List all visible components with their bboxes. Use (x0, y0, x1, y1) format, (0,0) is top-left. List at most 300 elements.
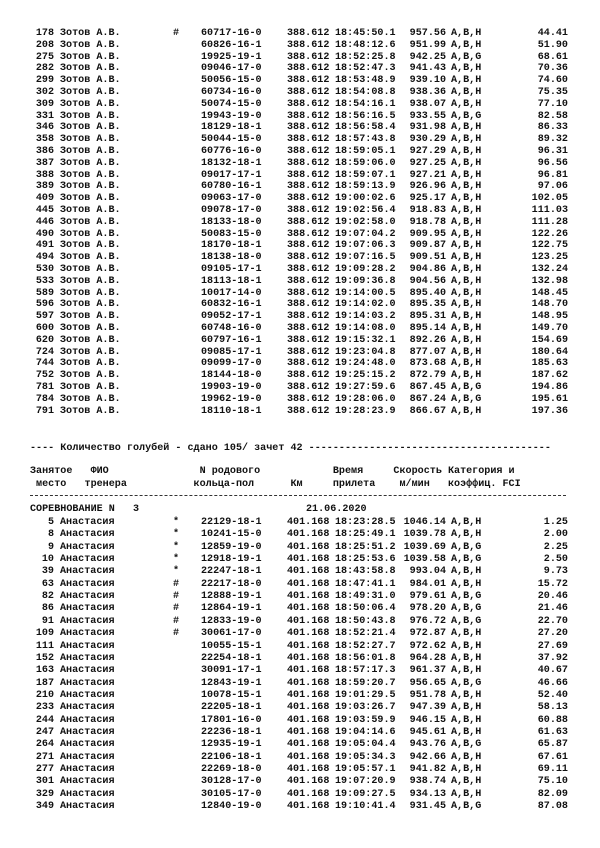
p1-category: A,B,H (451, 75, 482, 87)
p2-category: A,B,H (451, 776, 482, 788)
p1-time: 18:53:48.9 (335, 75, 396, 87)
p1-ring: 50044-15-0 (201, 134, 262, 146)
p1-category: A,B,H (451, 405, 482, 417)
p2-ring: 22269-18-0 (201, 764, 262, 775)
p1-ring: 18132-18-1 (201, 157, 262, 169)
p1-category: A,B,H (451, 358, 482, 370)
p1-category: A,B,H (451, 216, 482, 228)
p2-place: 244 (35, 714, 54, 726)
p1-place: 282 (35, 63, 54, 75)
p1-coef: 70.36 (537, 63, 568, 75)
p1-coef: 187.62 (531, 370, 568, 382)
p2-ring: 10241-15-0 (201, 529, 262, 541)
p2-time: 18:50:43.8 (335, 615, 396, 627)
p2-ring: 22236-18-1 (201, 726, 262, 738)
p1-row (0, 406, 600, 417)
p2-time: 18:47:41.1 (335, 578, 396, 590)
p1-category: A,B,H (451, 157, 482, 169)
p1-ring: 18129-18-1 (201, 122, 262, 134)
p1-category: A,B,H (451, 264, 482, 275)
p1-ring: 60776-16-0 (201, 146, 262, 157)
p2-trainer: Анастасия (60, 689, 115, 701)
p2-time: 18:25:49.1 (335, 529, 396, 541)
p2-place: 247 (35, 726, 54, 738)
p1-row (0, 229, 600, 240)
p2-row (0, 529, 600, 540)
p1-ring: 19962-19-0 (201, 393, 262, 405)
p2-km: 401.168 (287, 689, 330, 701)
p1-row (0, 52, 600, 63)
p2-trainer: Анастасия (60, 714, 115, 726)
p2-row (0, 517, 600, 528)
p2-speed: 943.76 (409, 739, 446, 751)
p1-coef: 68.61 (537, 51, 568, 63)
p2-place: 163 (35, 665, 54, 677)
p1-trainer: Зотов А.В. (60, 287, 121, 299)
p2-time: 19:05:04.4 (335, 739, 396, 751)
p1-time: 19:09:28.2 (335, 264, 396, 275)
p2-row (0, 739, 600, 750)
p1-time: 18:57:43.8 (335, 134, 396, 146)
p2-time: 18:49:31.0 (335, 591, 396, 603)
p1-km: 388.612 (287, 358, 330, 370)
p1-ring: 60797-16-1 (201, 334, 262, 346)
p1-coef: 97.06 (537, 181, 568, 193)
p2-category: A,B,G (451, 677, 482, 689)
p1-row (0, 170, 600, 181)
p2-place: 39 (41, 566, 54, 578)
p1-trainer: Зотов А.В. (60, 134, 121, 146)
p2-mark: * (173, 541, 180, 553)
p2-speed: 984.01 (409, 578, 446, 590)
p2-ring: 12864-19-1 (201, 603, 262, 615)
p1-category: A,B,H (451, 98, 482, 110)
p1-row (0, 240, 600, 251)
p2-time: 19:10:41.4 (335, 801, 396, 813)
p1-coef: 44.41 (537, 28, 568, 39)
p1-ring: 18110-18-1 (201, 405, 262, 417)
p1-place: 596 (35, 299, 54, 311)
p2-category: A,B,G (451, 801, 482, 813)
column-header-line1 (0, 466, 600, 477)
p2-row (0, 715, 600, 726)
p2-km: 401.168 (287, 529, 330, 541)
p2-speed: 934.13 (409, 788, 446, 800)
p2-km: 401.168 (287, 554, 330, 566)
p1-speed: 904.56 (409, 275, 446, 287)
p2-km: 401.168 (287, 739, 330, 751)
p2-time: 19:01:29.5 (335, 689, 396, 701)
p1-km: 388.612 (287, 216, 330, 228)
p1-time: 19:07:16.5 (335, 252, 396, 264)
p2-place: 82 (41, 591, 54, 603)
p2-ring: 30091-17-1 (201, 665, 262, 677)
p1-row (0, 299, 600, 310)
p2-row (0, 752, 600, 763)
p2-coef: 61.63 (537, 726, 568, 738)
p1-speed: 892.26 (409, 334, 446, 346)
p2-place: 9 (47, 541, 54, 553)
p2-km: 401.168 (287, 665, 330, 677)
p2-coef: 21.46 (537, 603, 568, 615)
p2-place: 271 (35, 751, 54, 763)
p1-trainer: Зотов А.В. (60, 122, 121, 134)
p1-time: 19:14:03.2 (335, 311, 396, 323)
p1-ring: 09046-17-0 (201, 63, 262, 75)
p2-category: A,B,H (451, 714, 482, 726)
p1-category: A,B,H (451, 346, 482, 358)
p2-coef: 65.87 (537, 739, 568, 751)
p2-time: 19:05:34.3 (335, 751, 396, 763)
p1-trainer: Зотов А.В. (60, 275, 121, 287)
p1-km: 388.612 (287, 240, 330, 252)
p2-km: 401.168 (287, 517, 330, 528)
p1-category: A,B,H (451, 146, 482, 157)
p1-speed: 895.40 (409, 287, 446, 299)
p2-trainer: Анастасия (60, 517, 115, 528)
p2-category: A,B,H (451, 702, 482, 714)
p1-trainer: Зотов А.В. (60, 346, 121, 358)
p1-row (0, 358, 600, 369)
p1-place: 491 (35, 240, 54, 252)
p1-category: A,B,H (451, 87, 482, 98)
p1-row (0, 347, 600, 358)
p2-time: 18:43:58.8 (335, 566, 396, 578)
p2-category: A,B,G (451, 739, 482, 751)
p2-place: 210 (35, 689, 54, 701)
p2-speed: 956.65 (409, 677, 446, 689)
p1-row (0, 28, 600, 39)
p1-trainer: Зотов А.В. (60, 370, 121, 382)
p2-ring: 22129-18-1 (201, 517, 262, 528)
p1-speed: 927.29 (409, 146, 446, 157)
p2-km: 401.168 (287, 776, 330, 788)
p2-speed: 1039.58 (403, 554, 446, 566)
p1-trainer: Зотов А.В. (60, 393, 121, 405)
p1-trainer: Зотов А.В. (60, 240, 121, 252)
p1-ring: 60734-16-0 (201, 87, 262, 98)
p1-coef: 89.32 (537, 134, 568, 146)
p1-place: 781 (35, 382, 54, 393)
p1-km: 388.612 (287, 75, 330, 87)
p1-ring: 09017-17-1 (201, 169, 262, 181)
p2-trainer: Анастасия (60, 739, 115, 751)
p2-mark: # (173, 615, 180, 627)
p2-place: 86 (41, 603, 54, 615)
p2-speed: 951.78 (409, 689, 446, 701)
p2-category: A,B,H (451, 788, 482, 800)
p1-time: 19:07:04.2 (335, 228, 396, 240)
p2-speed: 942.66 (409, 751, 446, 763)
p1-ring: 18138-18-0 (201, 252, 262, 264)
p1-speed: 867.45 (409, 382, 446, 393)
p1-time: 18:48:12.6 (335, 39, 396, 51)
p2-ring: 22254-18-1 (201, 652, 262, 664)
p1-place: 386 (35, 146, 54, 157)
p2-coef: 69.11 (537, 764, 568, 775)
p1-category: A,B,H (451, 323, 482, 334)
p2-trainer: Анастасия (60, 788, 115, 800)
p1-ring: 19903-19-0 (201, 382, 262, 393)
p2-category: A,B,G (451, 603, 482, 615)
p2-speed: 941.82 (409, 764, 446, 775)
p1-km: 388.612 (287, 311, 330, 323)
p1-speed: 939.10 (409, 75, 446, 87)
p2-place: 111 (35, 640, 54, 652)
p2-km: 401.168 (287, 603, 330, 615)
p1-row (0, 335, 600, 346)
p2-time: 19:05:57.1 (335, 764, 396, 775)
p2-time: 19:03:59.9 (335, 714, 396, 726)
p1-ring: 09052-17-1 (201, 311, 262, 323)
p1-time: 18:59:13.9 (335, 181, 396, 193)
p1-km: 388.612 (287, 205, 330, 216)
p1-row (0, 40, 600, 51)
p1-mark: # (173, 28, 180, 39)
p1-trainer: Зотов А.В. (60, 28, 121, 39)
p2-coef: 46.66 (537, 677, 568, 689)
p2-place: 277 (35, 764, 54, 775)
p1-category: A,B,H (451, 228, 482, 240)
p2-mark: * (173, 554, 180, 566)
p2-time: 18:25:51.2 (335, 541, 396, 553)
p1-ring: 60826-16-1 (201, 39, 262, 51)
p2-place: 10 (41, 554, 54, 566)
p1-category: A,B,H (451, 28, 482, 39)
p1-ring: 09085-17-1 (201, 346, 262, 358)
p1-km: 388.612 (287, 193, 330, 205)
p2-category: A,B,H (451, 529, 482, 541)
p2-trainer: Анастасия (60, 665, 115, 677)
p1-coef: 86.33 (537, 122, 568, 134)
p1-coef: 154.69 (531, 334, 568, 346)
p1-place: 275 (35, 51, 54, 63)
p2-ring: 12840-19-0 (201, 801, 262, 813)
p1-category: A,B,G (451, 393, 482, 405)
p1-place: 302 (35, 87, 54, 98)
p1-trainer: Зотов А.В. (60, 311, 121, 323)
p1-km: 388.612 (287, 334, 330, 346)
competition-date: 21.06.2020 (306, 504, 367, 515)
p1-time: 18:59:07.1 (335, 169, 396, 181)
competition-label: СОРЕВНОВАНИЕ N 3 (30, 504, 140, 515)
p1-km: 388.612 (287, 346, 330, 358)
p1-place: 389 (35, 181, 54, 193)
p1-category: A,B,H (451, 240, 482, 252)
p1-speed: 938.07 (409, 98, 446, 110)
p2-category: A,B,H (451, 578, 482, 590)
p1-trainer: Зотов А.В. (60, 334, 121, 346)
p1-trainer: Зотов А.В. (60, 75, 121, 87)
header-line2-text: место тренера кольца-пол Км прилета м/мин коэффиц. FCI (30, 479, 521, 490)
p1-speed: 867.24 (409, 393, 446, 405)
p2-ring: 30105-17-0 (201, 788, 262, 800)
p1-coef: 132.98 (531, 275, 568, 287)
p1-row (0, 87, 600, 98)
p1-time: 18:52:47.3 (335, 63, 396, 75)
p1-km: 388.612 (287, 87, 330, 98)
p1-trainer: Зотов А.В. (60, 358, 121, 370)
p1-ring: 10017-14-0 (201, 287, 262, 299)
p2-category: A,B,H (451, 751, 482, 763)
p1-row (0, 205, 600, 216)
p1-place: 752 (35, 370, 54, 382)
p1-place: 530 (35, 264, 54, 275)
p1-row (0, 193, 600, 204)
p2-trainer: Анастасия (60, 615, 115, 627)
p1-speed: 909.87 (409, 240, 446, 252)
p1-time: 19:24:48.0 (335, 358, 396, 370)
p2-row (0, 554, 600, 565)
p2-km: 401.168 (287, 541, 330, 553)
p1-coef: 102.05 (531, 193, 568, 205)
p1-place: 388 (35, 169, 54, 181)
p2-category: A,B,G (451, 541, 482, 553)
p2-row (0, 776, 600, 787)
p1-ring: 60780-16-1 (201, 181, 262, 193)
p1-row (0, 158, 600, 169)
p2-category: A,B,H (451, 640, 482, 652)
header-line1-text: Занятое ФИО N родового Время Скорость Категория и (30, 466, 515, 477)
p1-coef: 148.95 (531, 311, 568, 323)
p1-time: 19:25:15.2 (335, 370, 396, 382)
p1-trainer: Зотов А.В. (60, 228, 121, 240)
p1-speed: 926.96 (409, 181, 446, 193)
p2-speed: 978.20 (409, 603, 446, 615)
p2-trainer: Анастасия (60, 652, 115, 664)
p1-speed: 895.35 (409, 299, 446, 311)
p1-place: 387 (35, 157, 54, 169)
p1-time: 18:56:16.5 (335, 110, 396, 122)
p2-row (0, 616, 600, 627)
p1-time: 18:45:50.1 (335, 28, 396, 39)
p1-speed: 927.21 (409, 169, 446, 181)
p1-coef: 75.35 (537, 87, 568, 98)
p1-km: 388.612 (287, 252, 330, 264)
p1-km: 388.612 (287, 39, 330, 51)
p2-trainer: Анастасия (60, 751, 115, 763)
p2-trainer: Анастасия (60, 628, 115, 640)
p1-place: 597 (35, 311, 54, 323)
p1-coef: 96.56 (537, 157, 568, 169)
p1-coef: 197.36 (531, 405, 568, 417)
p1-speed: 933.55 (409, 110, 446, 122)
p1-ring: 18113-18-1 (201, 275, 262, 287)
p2-row (0, 764, 600, 775)
p1-trainer: Зотов А.В. (60, 299, 121, 311)
p2-coef: 2.00 (543, 529, 568, 541)
p1-row (0, 181, 600, 192)
p2-ring: 22205-18-1 (201, 702, 262, 714)
p1-km: 388.612 (287, 122, 330, 134)
p1-coef: 149.70 (531, 323, 568, 334)
p2-speed: 931.45 (409, 801, 446, 813)
p1-place: 331 (35, 110, 54, 122)
p1-km: 388.612 (287, 393, 330, 405)
p1-category: A,B,H (451, 193, 482, 205)
p1-row (0, 394, 600, 405)
p1-speed: 866.67 (409, 405, 446, 417)
p1-coef: 111.28 (531, 216, 568, 228)
p1-coef: 123.25 (531, 252, 568, 264)
p2-km: 401.168 (287, 751, 330, 763)
p2-place: 91 (41, 615, 54, 627)
p2-trainer: Анастасия (60, 554, 115, 566)
p1-coef: 82.58 (537, 110, 568, 122)
p2-coef: 9.73 (543, 566, 568, 578)
p1-coef: 148.45 (531, 287, 568, 299)
p2-ring: 30061-17-0 (201, 628, 262, 640)
p1-coef: 132.24 (531, 264, 568, 275)
p1-place: 589 (35, 287, 54, 299)
p2-trainer: Анастасия (60, 677, 115, 689)
p2-place: 264 (35, 739, 54, 751)
p1-place: 299 (35, 75, 54, 87)
p2-row (0, 665, 600, 676)
p2-mark: # (173, 628, 180, 640)
competition-row (0, 504, 600, 515)
p1-coef: 148.70 (531, 299, 568, 311)
p2-km: 401.168 (287, 628, 330, 640)
p2-place: 63 (41, 578, 54, 590)
p1-time: 18:54:08.8 (335, 87, 396, 98)
p2-category: A,B,H (451, 628, 482, 640)
p2-place: 301 (35, 776, 54, 788)
p1-trainer: Зотов А.В. (60, 216, 121, 228)
p1-km: 388.612 (287, 63, 330, 75)
p2-place: 152 (35, 652, 54, 664)
p1-category: A,B,H (451, 63, 482, 75)
p1-time: 19:14:08.0 (335, 323, 396, 334)
p1-coef: 180.64 (531, 346, 568, 358)
p1-ring: 09105-17-1 (201, 264, 262, 275)
p1-coef: 96.81 (537, 169, 568, 181)
p1-km: 388.612 (287, 405, 330, 417)
p1-category: A,B,H (451, 134, 482, 146)
p2-km: 401.168 (287, 788, 330, 800)
p2-category: A,B,H (451, 726, 482, 738)
p1-time: 18:56:58.4 (335, 122, 396, 134)
p1-category: A,B,H (451, 252, 482, 264)
p1-ring: 60748-16-0 (201, 323, 262, 334)
p1-category: A,B,H (451, 169, 482, 181)
p2-coef: 15.72 (537, 578, 568, 590)
p2-ring: 22217-18-0 (201, 578, 262, 590)
p1-place: 178 (35, 28, 54, 39)
p2-time: 18:52:27.7 (335, 640, 396, 652)
p1-trainer: Зотов А.В. (60, 405, 121, 417)
p1-row (0, 311, 600, 322)
p2-ring: 12888-19-1 (201, 591, 262, 603)
p2-category: A,B,H (451, 517, 482, 528)
p2-coef: 1.25 (543, 517, 568, 528)
p2-category: A,B,G (451, 591, 482, 603)
p2-category: A,B,G (451, 615, 482, 627)
p1-speed: 918.78 (409, 216, 446, 228)
p1-place: 784 (35, 393, 54, 405)
p1-coef: 122.26 (531, 228, 568, 240)
p2-coef: 75.10 (537, 776, 568, 788)
summary-row (0, 443, 600, 454)
p2-time: 19:09:27.5 (335, 788, 396, 800)
p2-mark: * (173, 566, 180, 578)
p2-coef: 20.46 (537, 591, 568, 603)
p2-category: A,B,H (451, 665, 482, 677)
p2-ring: 12935-19-1 (201, 739, 262, 751)
p2-ring: 10055-15-1 (201, 640, 262, 652)
p1-trainer: Зотов А.В. (60, 323, 121, 334)
p2-coef: 22.70 (537, 615, 568, 627)
